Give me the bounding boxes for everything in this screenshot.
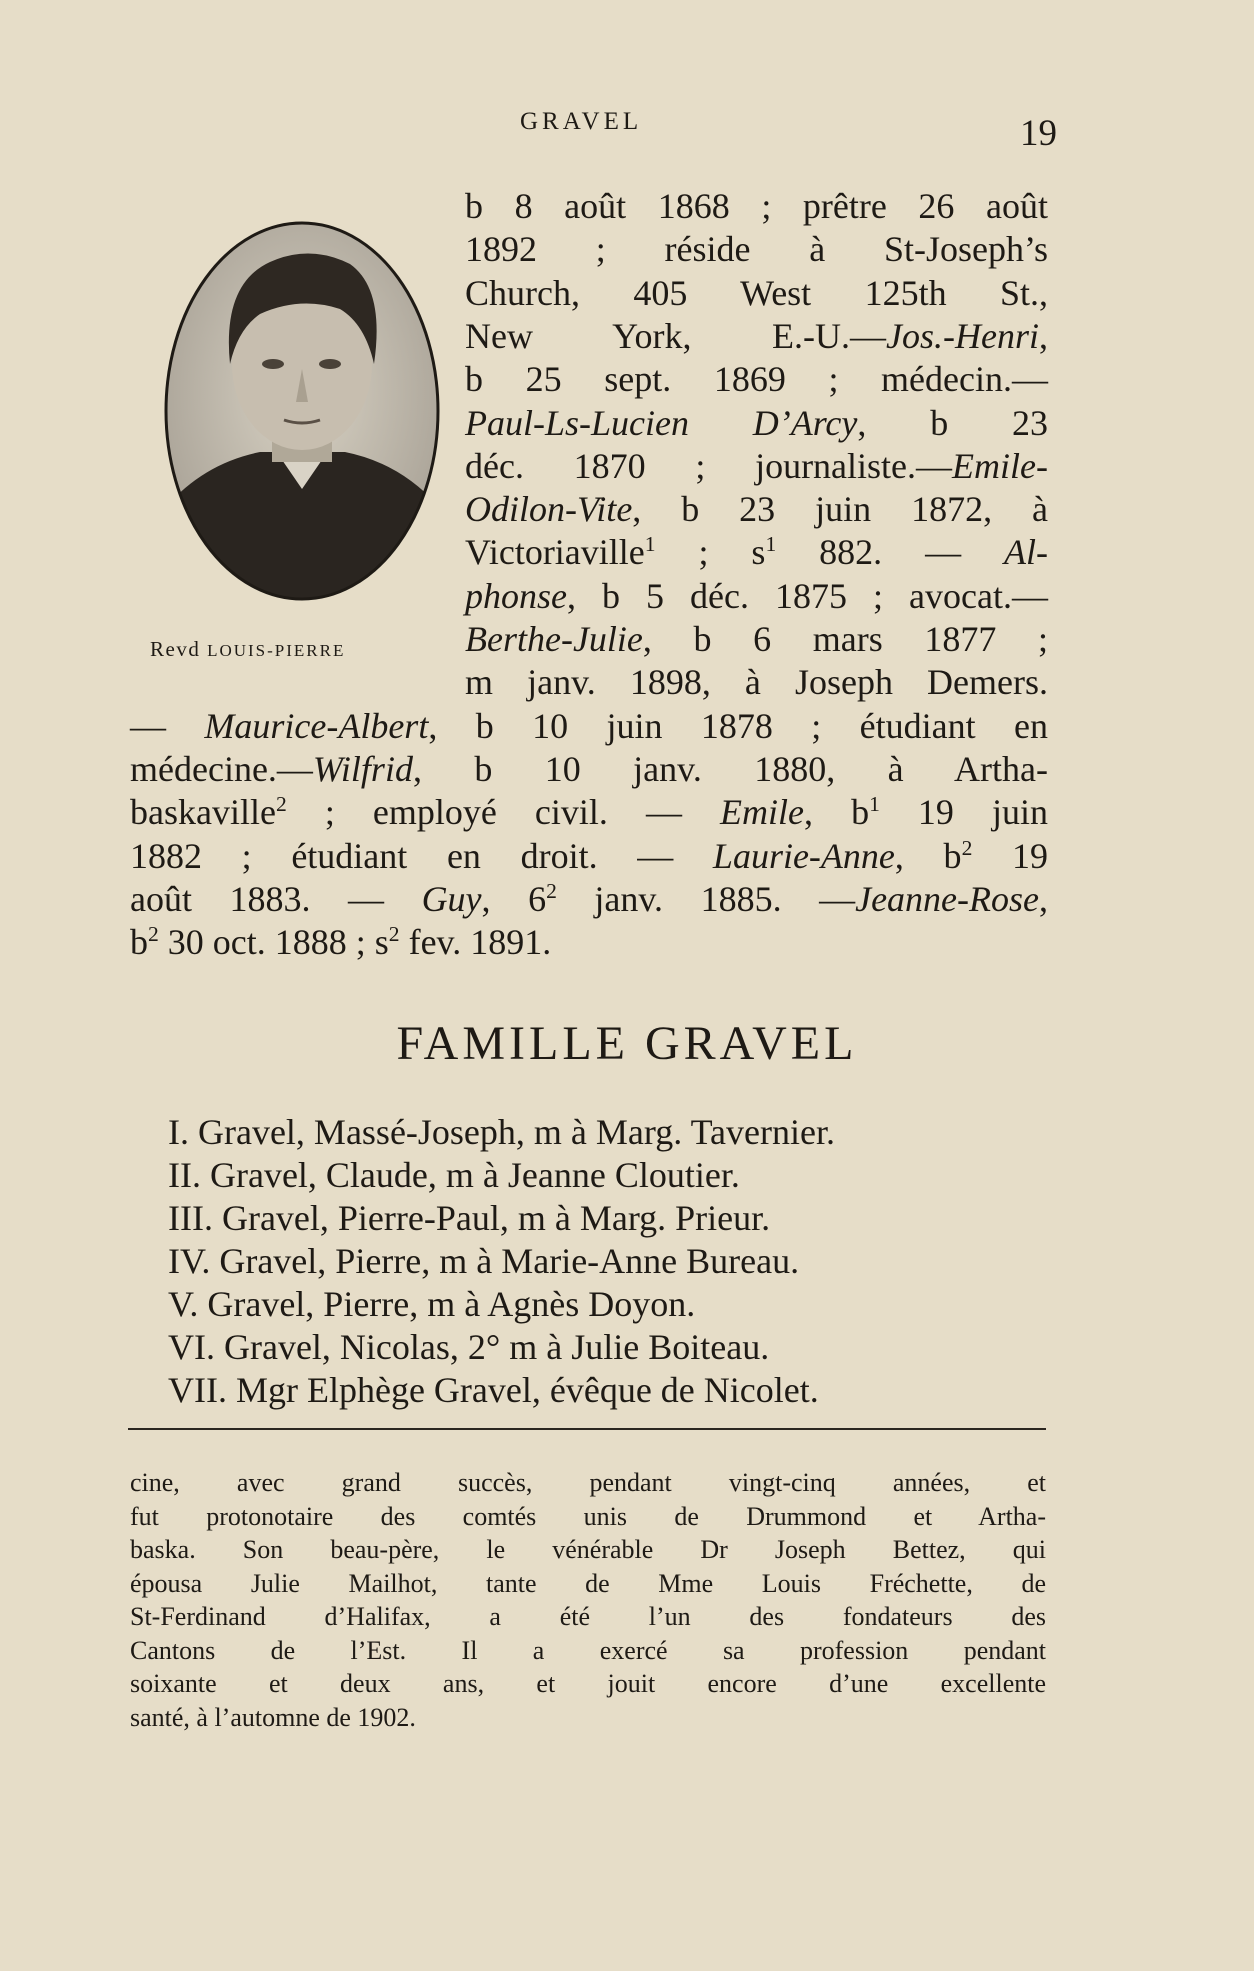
biography-line: août 1883. — Guy, $6^2$ janv. 1885. —Jeanne-Rose, (130, 878, 1048, 919)
generation-item: IV. Gravel, Pierre, m à Marie-Anne Bureau. (168, 1241, 800, 1281)
footnote-rule (128, 1428, 1046, 1430)
biography-line: Paul-Ls-Lucien D’Arcy, b 23 (465, 402, 1048, 443)
biography-line: $b^2$ 30 oct. 1888 ; $s^2$ fev. 1891. (130, 922, 552, 963)
biography-line: 1892 ; réside à St-Joseph’s (465, 229, 1048, 270)
generation-item: V. Gravel, Pierre, m à Agnès Doyon. (168, 1284, 696, 1324)
generation-item: I. Gravel, Massé-Joseph, m à Marg. Tavernier. (168, 1112, 835, 1152)
footnote-line: baska. Son beau-père, le vénérable Dr Joseph Bettez, qui (130, 1535, 1046, 1564)
generation-item: II. Gravel, Claude, m à Jeanne Cloutier. (168, 1155, 740, 1195)
footnote-line: épousa Julie Mailhot, tante de Mme Louis Fréchette, de (130, 1568, 1046, 1598)
section-heading: FAMILLE GRAVEL (396, 1017, 858, 1070)
biography-line: déc. 1870 ; journaliste.—Emile- (465, 445, 1048, 486)
biography-line: phonse, b 5 déc. 1875 ; avocat.— (465, 575, 1048, 616)
portrait-caption (150, 637, 345, 662)
biography-line: Odilon-Vite, b 23 juin 1872, à (465, 489, 1048, 530)
biography-line: b 8 août 1868 ; prêtre 26 août (465, 186, 1048, 226)
portrait-photo (160, 214, 445, 609)
caption-name: LOUIS-PIERRE (207, 641, 346, 660)
biography-line: médecine.—Wilfrid, b 10 janv. 1880, à Artha- (130, 748, 1048, 789)
biography-line: New York, E.-U.—Jos.-Henri, (465, 315, 1048, 356)
caption-prefix: Revd (150, 637, 208, 661)
biography-line: 1882 ; étudiant en droit. — Laurie-Anne, $b^2$ 19 (130, 835, 1049, 876)
footnote-line: santé, à l’automne de 1902. (130, 1702, 416, 1732)
generation-item: VI. Gravel, Nicolas, 2° m à Julie Boiteau. (168, 1327, 770, 1367)
footnote-line: soixante et deux ans, et jouit encore d’une excellente (130, 1669, 1046, 1698)
biography-line: Church, 405 West 125th St., (465, 272, 1048, 313)
generation-item: VII. Mgr Elphège Gravel, évêque de Nicolet. (168, 1370, 819, 1410)
footnote-line: fut protonotaire des comtés unis de Drummond et Artha- (130, 1501, 1046, 1531)
biography-line: — Maurice-Albert, b 10 juin 1878 ; étudiant en (130, 705, 1048, 746)
biography-line: m janv. 1898, à Joseph Demers. (465, 662, 1048, 703)
biography-line: b 25 sept. 1869 ; médecin.— (465, 359, 1048, 400)
page-number: 19 (1020, 113, 1057, 154)
footnote-line: cine, avec grand succès, pendant vingt-cinq années, et (130, 1468, 1046, 1497)
biography-line: Victoriaville$^1$ ; $s^1$ 882. — Al- (465, 532, 1049, 573)
running-head: GRAVEL (520, 108, 643, 135)
footnote-line: Cantons de l’Est. Il a exercé sa profession pendant (130, 1635, 1046, 1665)
biography-line: Berthe-Julie, b 6 mars 1877 ; (465, 619, 1048, 659)
footnote-line: St-Ferdinand d’Halifax, a été l’un des fondateurs des (130, 1602, 1046, 1631)
biography-line: baskaville$^2$ ; employé civil. — Emile, $b^1$ 19 juin (130, 792, 1048, 833)
generation-item: III. Gravel, Pierre-Paul, m à Marg. Prieur. (168, 1198, 771, 1238)
